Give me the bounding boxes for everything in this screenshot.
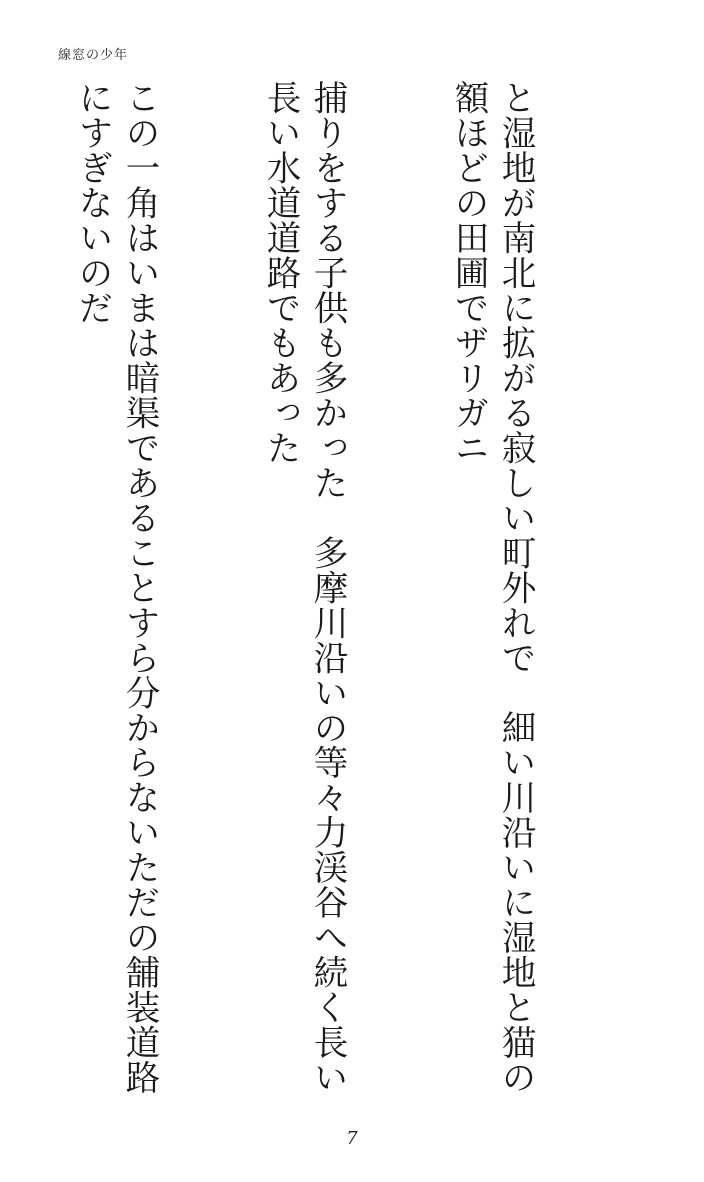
text-line: と湿地が南北に拡がる寂しい町外れで 細い川沿いに湿地と猫の額ほどの田圃でザリガニ: [448, 80, 535, 1095]
page-number: 7: [346, 1128, 358, 1149]
text-line: 捕りをする子供も多かった 多摩川沿いの等々力渓谷へ続く長い長い水道道路でもあった: [260, 80, 347, 1095]
text-line: この一角はいまは暗渠であることすら分からないただの舗装道路にすぎないのだ: [72, 80, 159, 1095]
running-head: 線窓の少年: [58, 48, 129, 63]
vertical-body-text: [0, 80, 632, 1110]
